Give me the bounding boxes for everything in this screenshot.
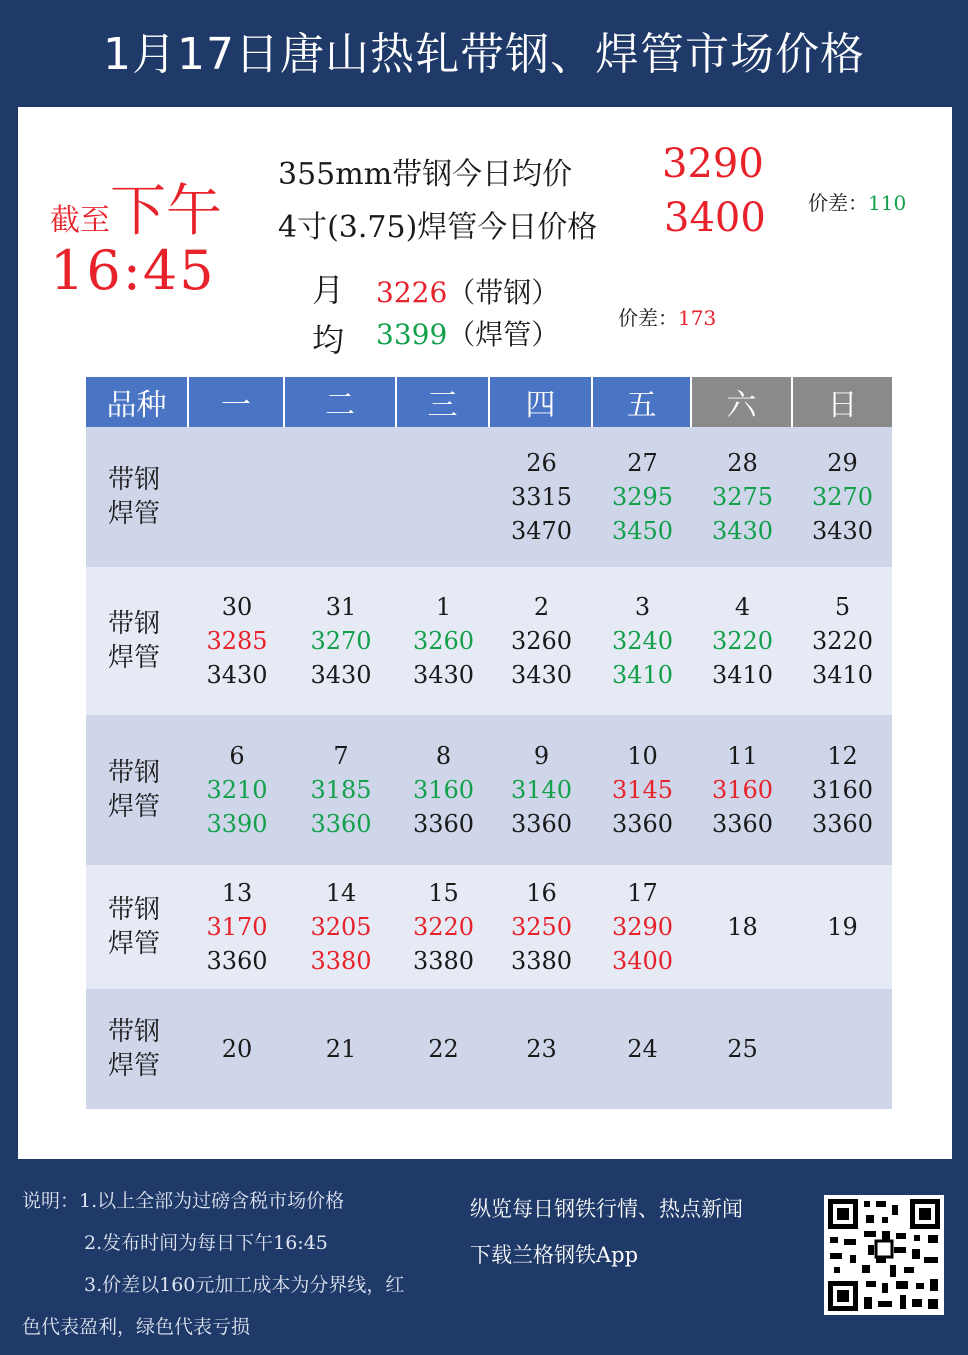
strip-price: 3240 xyxy=(611,627,674,655)
day-cell xyxy=(692,865,793,989)
pipe-today-label: 4寸(3.75)焊管今日价格 xyxy=(278,210,598,245)
strip-price: 3205 xyxy=(310,913,372,941)
strip-price: 3160 xyxy=(711,776,774,804)
strip-price: 3210 xyxy=(206,776,268,804)
header-fri: 五 xyxy=(593,377,692,427)
category-label: 焊管 xyxy=(108,792,161,822)
day-number: 17 xyxy=(627,879,658,907)
pipe-price: 3410 xyxy=(711,661,774,689)
day-number: 14 xyxy=(325,879,357,907)
pipe-price: 3360 xyxy=(206,947,268,975)
day-cell xyxy=(793,865,892,989)
day-number: 8 xyxy=(435,742,452,770)
day-cell xyxy=(189,865,285,989)
pipe-price: 3380 xyxy=(510,947,573,975)
day-cell xyxy=(593,989,692,1109)
day-number: 1 xyxy=(435,593,452,621)
today-spread-label: 价差： xyxy=(808,191,868,215)
pipe-price: 3430 xyxy=(711,517,774,545)
day-cell xyxy=(285,989,397,1109)
category-label: 带钢 xyxy=(108,895,161,925)
day-number: 23 xyxy=(526,1035,557,1063)
header-mon: 一 xyxy=(189,377,285,427)
category-cell xyxy=(86,427,189,567)
category-label: 带钢 xyxy=(108,1017,161,1047)
monthly-strip xyxy=(376,271,559,311)
category-label: 带钢 xyxy=(108,758,161,788)
day-cell xyxy=(189,427,285,567)
day-number: 19 xyxy=(827,913,858,941)
calendar-week-row xyxy=(86,567,892,715)
day-cell xyxy=(285,865,397,989)
day-number: 5 xyxy=(834,593,851,621)
pipe-price: 3360 xyxy=(611,810,674,838)
day-number: 12 xyxy=(827,742,858,770)
day-number: 30 xyxy=(221,593,253,621)
day-cell xyxy=(397,865,490,989)
monthly-label-bottom: 均 xyxy=(312,321,345,359)
pipe-price: 3360 xyxy=(711,810,774,838)
day-number: 6 xyxy=(229,742,245,770)
day-cell xyxy=(189,715,285,865)
day-number: 18 xyxy=(727,913,758,941)
day-cell xyxy=(189,989,285,1109)
strip-price: 3220 xyxy=(711,627,774,655)
day-cell xyxy=(490,989,593,1109)
promo-line: 下载兰格钢铁App xyxy=(470,1243,639,1267)
monthly-label-top: 月 xyxy=(312,271,345,309)
strip-price: 3270 xyxy=(811,483,874,511)
day-cell xyxy=(793,567,892,715)
pipe-price: 3430 xyxy=(206,661,268,689)
pipe-today-value: 3400 xyxy=(664,195,766,241)
day-number: 4 xyxy=(734,593,751,621)
day-cell xyxy=(593,567,692,715)
pipe-price: 3430 xyxy=(310,661,372,689)
pipe-price: 3360 xyxy=(412,810,475,838)
category-label: 带钢 xyxy=(108,609,161,639)
pipe-price: 3360 xyxy=(510,810,573,838)
calendar-week-row xyxy=(86,989,892,1109)
day-cell xyxy=(490,715,593,865)
monthly-spread-value: 173 xyxy=(678,306,717,330)
header-sun: 日 xyxy=(793,377,892,427)
calendar-week-row xyxy=(86,427,892,567)
monthly-spread-label: 价差： xyxy=(618,306,678,330)
day-number: 10 xyxy=(627,742,658,770)
day-number: 31 xyxy=(325,593,357,621)
today-spread xyxy=(808,187,906,216)
day-number: 21 xyxy=(325,1035,357,1063)
category-label: 焊管 xyxy=(108,1051,161,1081)
header-tue: 二 xyxy=(285,377,397,427)
pipe-price: 3410 xyxy=(611,661,674,689)
day-cell xyxy=(397,989,490,1109)
footer-notes xyxy=(22,1180,452,1348)
category-cell xyxy=(86,567,189,715)
day-number: 2 xyxy=(533,593,550,621)
day-cell xyxy=(285,427,397,567)
day-number: 27 xyxy=(627,449,658,477)
page-title: 1月17日唐山热轧带钢、焊管市场价格 xyxy=(103,29,865,80)
category-cell xyxy=(86,865,189,989)
category-label: 焊管 xyxy=(108,643,161,673)
calendar-header xyxy=(86,377,892,427)
monthly-pipe xyxy=(376,313,559,353)
pipe-price: 3380 xyxy=(412,947,475,975)
strip-price: 3160 xyxy=(412,776,475,804)
monthly-strip-value: 3226 xyxy=(376,276,448,309)
category-cell xyxy=(86,989,189,1109)
calendar-body xyxy=(86,427,892,1109)
day-cell xyxy=(692,715,793,865)
strip-price: 3185 xyxy=(310,776,372,804)
strip-price: 3260 xyxy=(412,627,475,655)
day-cell xyxy=(189,567,285,715)
day-number: 7 xyxy=(333,742,349,770)
day-number: 26 xyxy=(526,449,557,477)
day-number: 28 xyxy=(727,449,758,477)
category-cell xyxy=(86,715,189,865)
day-cell xyxy=(793,427,892,567)
strip-price: 3295 xyxy=(611,483,674,511)
cutoff-prefix: 截至 xyxy=(50,203,110,238)
pipe-price: 3410 xyxy=(811,661,874,689)
pipe-price: 3450 xyxy=(611,517,674,545)
today-spread-value: 110 xyxy=(868,191,907,215)
strip-price: 3140 xyxy=(510,776,573,804)
promo-line: 纵览每日钢铁行情、热点新闻 xyxy=(470,1197,743,1221)
monthly-spread xyxy=(618,302,716,331)
strip-price: 3270 xyxy=(310,627,372,655)
day-number: 24 xyxy=(627,1035,658,1063)
day-cell xyxy=(490,865,593,989)
day-number: 16 xyxy=(526,879,557,907)
calendar-week-row xyxy=(86,865,892,989)
strip-price: 3145 xyxy=(611,776,674,804)
day-cell xyxy=(593,715,692,865)
pipe-price: 3360 xyxy=(310,810,372,838)
strip-price: 3220 xyxy=(412,913,475,941)
day-cell xyxy=(793,715,892,865)
header-wed: 三 xyxy=(397,377,490,427)
cutoff-time: 16:45 xyxy=(50,239,216,302)
category-label: 焊管 xyxy=(108,499,161,529)
strip-today-label: 355mm带钢今日均价 xyxy=(278,157,573,192)
day-cell xyxy=(692,567,793,715)
category-label: 带钢 xyxy=(108,465,161,495)
price-calendar xyxy=(86,377,892,1109)
header-thu: 四 xyxy=(490,377,593,427)
strip-price: 3315 xyxy=(510,483,573,511)
day-number: 22 xyxy=(428,1035,459,1063)
cutoff-label xyxy=(50,167,222,247)
pipe-price: 3430 xyxy=(811,517,874,545)
strip-price: 3160 xyxy=(811,776,874,804)
pipe-price: 3380 xyxy=(310,947,372,975)
pipe-price: 3360 xyxy=(811,810,874,838)
qr-code-icon[interactable] xyxy=(824,1195,944,1315)
note-line: 说明：1.以上全部为过磅含税市场价格 xyxy=(22,1190,345,1212)
strip-price: 3220 xyxy=(811,627,874,655)
day-cell xyxy=(793,989,892,1109)
day-cell xyxy=(490,427,593,567)
strip-price: 3285 xyxy=(206,627,268,655)
day-number: 29 xyxy=(827,449,858,477)
note-line: 色代表盈利，绿色代表亏损 xyxy=(22,1316,251,1338)
price-panel xyxy=(18,107,952,1159)
strip-price: 3170 xyxy=(206,913,268,941)
monthly-strip-suffix: （带钢） xyxy=(447,276,560,309)
strip-price: 3250 xyxy=(510,913,573,941)
pipe-price: 3400 xyxy=(611,947,674,975)
cutoff-period: 下午 xyxy=(110,179,222,244)
monthly-pipe-value: 3399 xyxy=(376,318,448,351)
header-category: 品种 xyxy=(86,377,189,427)
strip-price: 3275 xyxy=(711,483,774,511)
pipe-price: 3430 xyxy=(412,661,475,689)
day-cell xyxy=(285,567,397,715)
pipe-price: 3470 xyxy=(510,517,573,545)
strip-today-value: 3290 xyxy=(662,141,764,187)
day-cell xyxy=(593,865,692,989)
pipe-price: 3390 xyxy=(206,810,268,838)
day-cell xyxy=(285,715,397,865)
strip-price: 3290 xyxy=(611,913,674,941)
promo-text xyxy=(470,1186,743,1278)
calendar-week-row xyxy=(86,715,892,865)
day-number: 25 xyxy=(727,1035,758,1063)
day-number: 3 xyxy=(634,593,651,621)
day-cell xyxy=(692,989,793,1109)
day-number: 11 xyxy=(727,742,758,770)
day-cell xyxy=(397,715,490,865)
day-number: 20 xyxy=(221,1035,253,1063)
day-number: 9 xyxy=(533,742,550,770)
strip-price: 3260 xyxy=(510,627,573,655)
note-line: 3.价差以160元加工成本为分界线，红 xyxy=(84,1274,405,1296)
day-number: 15 xyxy=(428,879,459,907)
category-label: 焊管 xyxy=(108,929,161,959)
day-cell xyxy=(490,567,593,715)
note-line: 2.发布时间为每日下午16:45 xyxy=(84,1232,328,1254)
day-cell xyxy=(593,427,692,567)
day-cell xyxy=(397,427,490,567)
pipe-price: 3430 xyxy=(510,661,573,689)
day-cell xyxy=(397,567,490,715)
day-number: 13 xyxy=(221,879,253,907)
day-cell xyxy=(692,427,793,567)
monthly-pipe-suffix: （焊管） xyxy=(447,318,560,351)
header-sat: 六 xyxy=(692,377,793,427)
